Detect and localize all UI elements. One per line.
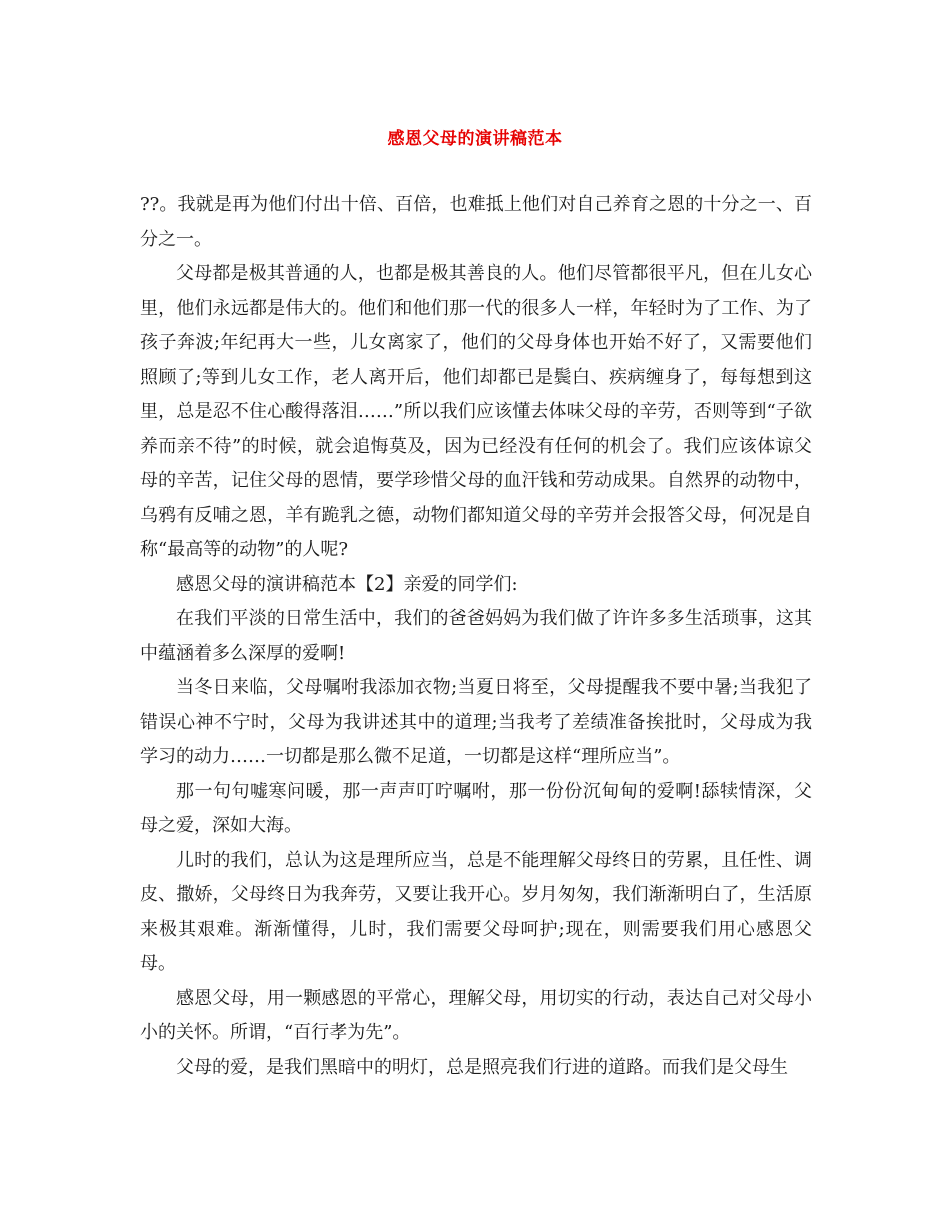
paragraph-2: 父母都是极其普通的人，也都是极其善良的人。他们尽管都很平凡，但在儿女心里，他们永远都是伟大的。他们和他们那一代的很多人一样，年轻时为了工作、为了孩子奔波;年纪再大一些，儿女离家了，他们的父母身体也开始不好了，又需要他们照顾了;等到儿女工作，老人离开后，他们却都已是鬓白、疾病缠身了，每每想到这里，总是忍不住心酸得落泪……”所以我们应该懂去体味父母的辛劳，否则等到“子欲养而亲不待”的时候，就会追悔莫及，因为已经没有任何的机会了。我们应该体谅父母的辛苦，记住父母的恩情，要学珍惜父母的血汗钱和劳动成果。自然界的动物中，乌鸦有反哺之恩，羊有跪乳之德，动物们都知道父母的辛劳并会报答父母，何况是自称“最高等的动物”的人呢?	[140, 263, 812, 560]
paragraph-8: 感恩父母，用一颗感恩的平常心，理解父母，用切实的行动，表达自己对父母小小的关怀。所谓，“百行孝为先”。	[140, 987, 812, 1043]
paragraph-1: ??。我就是再为他们付出十倍、百倍，也难抵上他们对自己养育之恩的十分之一、百分之一。	[140, 194, 812, 250]
paragraph-3: 感恩父母的演讲稿范本【2】亲爱的同学们:	[176, 573, 518, 595]
document-title: 感恩父母的演讲稿范本	[387, 129, 563, 149]
document-body	[140, 188, 812, 1085]
paragraph-9: 父母的爱，是我们黑暗中的明灯，总是照亮我们行进的道路。而我们是父母生	[176, 1056, 788, 1078]
paragraph-7: 儿时的我们，总认为这是理所应当，总是不能理解父母终日的劳累，且任性、调皮、撒娇，父母终日为我奔劳，又要让我开心。岁月匆匆，我们渐渐明白了，生活原来极其艰难。渐渐懂得，儿时，我们需要父母呵护;现在，则需要我们用心感恩父母。	[140, 849, 812, 974]
paragraph-4: 在我们平淡的日常生活中，我们的爸爸妈妈为我们做了许许多多生活琐事，这其中蕴涵着多么深厚的爱啊!	[140, 608, 812, 664]
paragraph-5: 当冬日来临，父母嘱咐我添加衣物;当夏日将至，父母提醒我不要中暑;当我犯了错误心神不宁时，父母为我讲述其中的道理;当我考了差绩准备挨批时，父母成为我学习的动力……一切都是那么微不足道，一切都是这样“理所应当”。	[140, 677, 812, 767]
paragraph-6: 那一句句嘘寒问暖，那一声声叮咛嘱咐，那一份份沉甸甸的爱啊!舔犊情深，父母之爱，深如大海。	[140, 780, 812, 836]
